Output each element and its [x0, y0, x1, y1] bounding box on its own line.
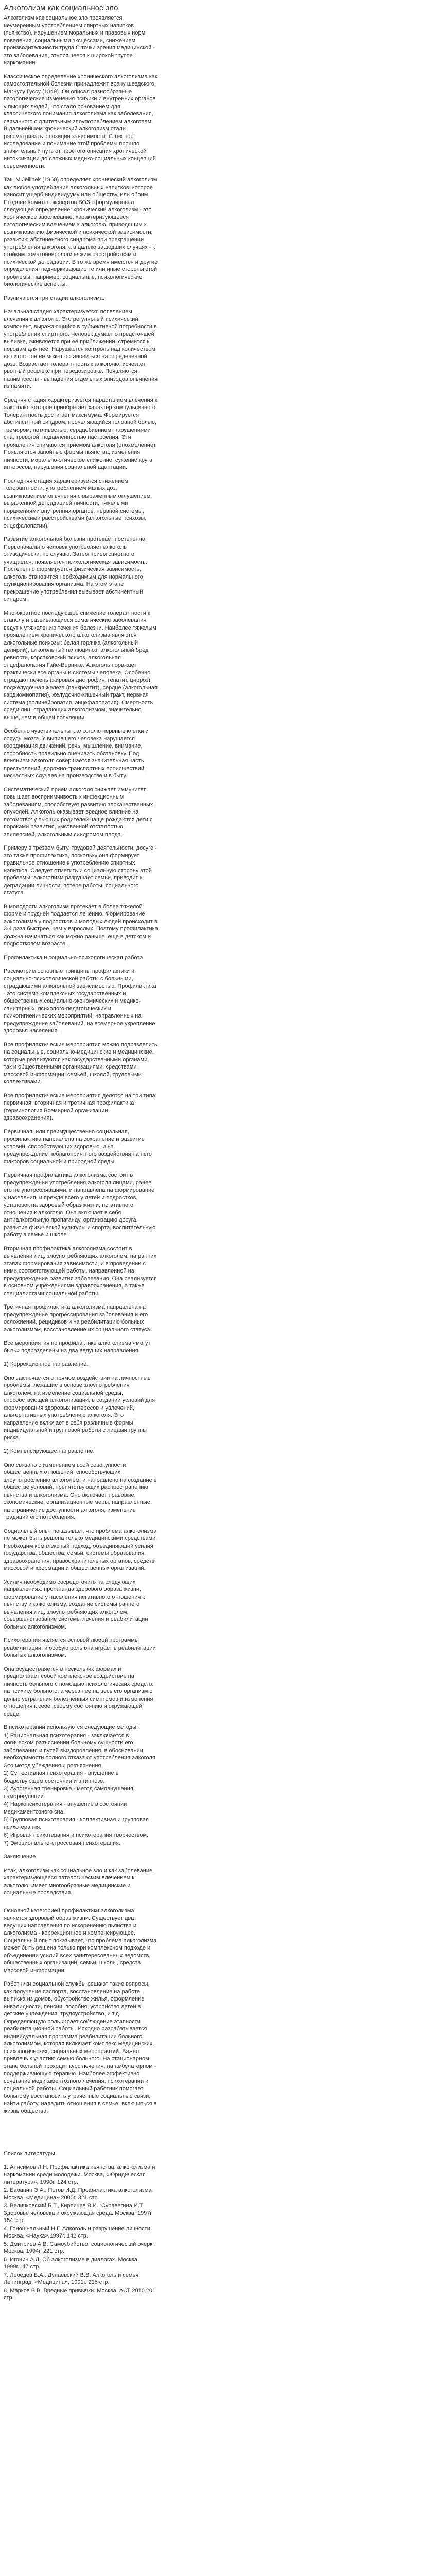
- paragraph: Все мероприятия по профилактике алкоголизма «могут быть» подразделены на два ведущих направления.: [4, 1340, 151, 1354]
- section-heading: Заключение: [4, 1854, 36, 1860]
- paragraph: Последняя стадия характеризуется снижением толерантности, употреблением малых доз, возникновением опьянения с выраженным оглушением, выраженной деградацией личности, тяжелыми поражениями внутренних органов, нервной системы, психическими расстройствами (алкогольные психозы, энцефалопатии).: [4, 478, 152, 529]
- paragraph: Основной категорией профилактики алкоголизма является здоровый образ жизни. Существует два ведущих направления по искоренению пьянства и алкоголизма - коррекционное и компенсирующее. Социальный опыт показывает, что проблема алкоголизма может быть решена только при комплексном подходе и объединении усилий всех заинтересованных ведомств, общественных организаций, семьи, школы, средств массовой информации.: [4, 1907, 157, 1974]
- paragraph: Алкоголизм как социальное зло проявляется неумеренным употреблением спиртных напитков (пьянство), нарушением моральных и правовых норм поведения, социальными эксцессами, снижением производительности труда.С точки зрения медицинской - это заболевание, относящееся к широкой группе наркомании.: [4, 15, 155, 66]
- section-heading: Профилактика и социально-психологическая работа.: [4, 954, 145, 961]
- paragraph: Классическое определение хронического алкоголизма как самостоятельной болезни принадлежит врачу шведского Магнусу Гуссу (1849). Он описал разнообразные патологические изменения психики и внутренних органов у пьющих людей, что стало основанием для классического понимания алкоголизма как заболевания, связанного с длительным злоупотреблением алкоголем. В дальнейшем хронический алкоголизм стали рассматривать с позиции зависимости. С тех пор исследование и понимание этой проблемы прошло значительный путь от простого описания хронической интоксикации до сложных медико-социальных концепций современности.: [4, 73, 158, 170]
- paragraph: Оно заключается в прямом воздействии на личностные проблемы, лежащие в основе злоупотребления алкоголем, на изменение социальной среды, способствующей алкоголизации, в создании условий для формирования здоровых интересов и увлечений, альтернативных употреблению алкоголя. Это направление включает в себя различные формы индивидуальной и групповой работы с лицами группы риска.: [4, 1375, 155, 1441]
- paragraph: В молодости алкоголизм протекает в более тяжелой форме и трудней поддается лечению. Формирование алкоголизма у подростков и молодых людей происходит в 3-4 раза быстрее, чем у взрослых. Поэтому профилактика должна начинаться как можно раньше, еще в детском и подростковом возрасте.: [4, 903, 158, 947]
- paragraph: Итак, алкоголизм как социальное зло и как заболевание, характеризующееся патологическим влечением к алкоголю, имеет многообразные медицинские и социальные последствия.: [4, 1867, 154, 1896]
- paragraph: Первичная профилактика алкоголизма состоит в предупреждении употребления алкоголя лицами, ранее его не употреблявшими, и направлена на формирование у населения, и прежде всего у детей и подростков, установок на здоровый образ жизни, негативного отношения к алкоголю. Она включает в себя антиалкогольную пропаганду, организацию досуга, развитие физической культуры и спорта, воспитательную работу в семье и школе.: [4, 1172, 156, 1238]
- paragraph: Первичная, или преимущественно социальная, профилактика направлена на сохранение и развитие условий, способствующих здоровью, и на предупреждение неблагоприятного воздействия на него факторов социальной и природной среды.: [4, 1128, 152, 1165]
- list-item: 7) Эмоционально-стрессовая психотерапия.: [4, 1840, 121, 1846]
- references-heading: Список литературы: [4, 2150, 55, 2157]
- reference-item: 4. Гоношнальный Н.Г. Алкоголь и разрушение личности. Москва, «Наука»,1997г. 142 стр.: [4, 2225, 152, 2239]
- list-item: 1) Рациональная психотерапия - заключается в логическом разъяснении больному сущности его заболевания и путей выздоровления, в обосновании необходимости полного отказа от употребления алкоголя. Это метод убеждения и разъяснения.: [4, 1732, 157, 1769]
- paragraph: Работники социальной службы решают такие вопросы, как получение паспорта, восстановление на работе, выписка из домов, обустройство жилья, оформление инвалидности, пенсии, пособия, устройство детей в детские учреждения, трудоустройство, и т.д. Определяющую роль играет соблюдение этапности реабилитационной работы. Исходно разрабатывается индивидуальная программа реабилитации больного алкоголизмом, которая включает комплекс медицинских, психологических, социальных мероприятий. Важно привлечь к участию семью больного. На стационарном этапе больной проходит курс лечения, на амбулаторном - поддерживающую терапию. Наиболее эффективно сочетание медикаментозного лечения, психотерапии и социальной работы. Социальный работник помогает больному восстановить утраченные социальные связи, найти работу, наладить отношения в семье, включиться в жизнь общества.: [4, 1981, 157, 2114]
- list-item: 5) Групповая психотерапия - коллективная и групповая психотерапия.: [4, 1817, 149, 1831]
- paragraph: Средняя стадия характеризуется нарастанием влечения к алкоголю, которое приобретает характер компульсивного. Толерантность достигает максимума. Формируется абстинентный синдром, проявляющийся головной болью, тремором, потливостью, сердцебиением, нарушениями сна, тревогой, подавленностью настроения. Эти проявления снимаются приемом алкоголя (опохмеление). Появляются запойные формы пьянства, изменения личности, морально-этическое снижение, сужение круга интересов, нарушения социальной адаптации.: [4, 397, 158, 470]
- list-item: 2) Суггестивная психотерапия - внушение в бодрствующем состоянии и в гипнозе.: [4, 1770, 119, 1784]
- paragraph: Она осуществляется в нескольких формах и предполагает собой комплексное воздействие на личность больного с помощью психологических средств: на психику больного, а через нее на весь его организм с целью устранения болезненных симптомов и изменения отношения к себе, своему состоянию и окружающей среде.: [4, 1666, 154, 1717]
- list-item: 1) Коррекционное направление.: [4, 1361, 89, 1367]
- reference-item: 7. Лебедев Б.А., Дунаевский В.В. Алкоголь и семья. Ленинград, «Медицина», 1991г. 215 стр.: [4, 2272, 141, 2285]
- list-item: 6) Игровая психотерапия и психотерапия творчеством.: [4, 1832, 149, 1838]
- paragraph: Начальная стадия характеризуется: появлением влечения к алкоголю. Это регулярный психический компонент, выражающийся в субъективной потребности в употреблении спиртного. Человек думает о предстоящей выпивке, оживляется при её приближении, стремится к поводам для неё. Нарушается контроль над количеством выпитого: он не может остановиться на определенной дозе. Возрастает толерантность к алкоголю, исчезает рвотный рефлекс при передозировке. Появляются палимпсесты - выпадения отдельных эпизодов опьянения из памяти.: [4, 309, 158, 389]
- list-item: 4) Наркопсихотерапия - внушение в состоянии медикаментозного сна.: [4, 1801, 127, 1815]
- list-item: 3) Аутогенная тренировка - метод самовнушения, саморегуляции.: [4, 1786, 135, 1800]
- paragraph: Социальный опыт показывает, что проблема алкоголизма не может быть решена только медицинскими средствами. Необходим комплексный подход, объединяющий усилия государства, общества, семьи, системы образования, здравоохранения, правоохранительных органов, средств массовой информации и общественных организаций.: [4, 1528, 158, 1571]
- paragraph: Развитие алкогольной болезни протекает постепенно. Первоначально человек употребляет алкоголь эпизодически, по случаю. Затем прием спиртного учащается, появляется психологическая зависимость. Постепенно формируется физическая зависимость, алкоголь становится необходимым для нормального функционирования организма. На этом этапе прекращение употребления вызывает абстинентный синдром.: [4, 536, 147, 602]
- reference-item: 3. Величковский Б.Т., Кирпичев В.И., Суравегина И.Т. Здоровье человека и окружающая среда. Москва, 1997г. 154 стр.: [4, 2202, 153, 2224]
- paragraph: Так, М.Jellinek (1960) определяет хронический алкоголизм как любое употребление алкогольных напитков, которое наносит ущерб индивидууму или обществу, или обоим. Позднее Комитет экспертов ВОЗ сформулировал следующее определение: хронический алкоголизм - это хроническое заболевание, характеризующееся патологическим влечением к алкоголю, приводящим к возникновению физической и психической зависимости, развитию абстинентного синдрома при прекращении употребления алкоголя, а в далеко зашедших случаях - к стойким соматоневрологическим расстройствам и психической деградации. В то же время имеются и другие определения, подчеркивающие те или иные стороны этой проблемы, например, социальные, психологические, биологические аспекты.: [4, 177, 158, 287]
- reference-item: 2. Бабанин Э.А., Петов И.Д. Профилактика алкоголизма. Москва, «Медицина»,2000г. 321 стр.: [4, 2187, 153, 2201]
- paragraph: Рассмотрим основные принципы профилактики и социально-психологической работы с больными, страдающими алкогольной зависимостью. Профилактика - это система комплексных государственных и общественных социально-экономических и медико-санитарных, психолого-педагогических и психогигиенических мероприятий, направленных на предупреждение заболеваний, на всемерное укрепление здоровья населения.: [4, 968, 156, 1034]
- article-body: [4, 14, 158, 2302]
- paragraph: Психотерапия является основой любой программы реабилитации, и особую роль она играет в реабилитации больных алкоголизмом.: [4, 1637, 156, 1658]
- spacer: [4, 2121, 158, 2150]
- paragraph: Все профилактические мероприятия можно подразделить на социальные, социально-медицинские и медицинские, которые реализуются как государственными органами, так и общественными организациями, средствами массовой информации, семьей, школой, трудовыми коллективами.: [4, 1041, 158, 1085]
- paragraph: Оно связано с изменением всей совокупности общественных отношений, способствующих злоупотреблению алкоголем, и направлено на создание в обществе условий, препятствующих распространению пьянства и алкоголизма. Оно включает правовые, экономические, организационные меры, направленные на ограничение доступности алкоголя, изменение традиций его потребления.: [4, 1462, 157, 1520]
- paragraph: Примеру в трезвом быту, трудовой деятельности, досуге - это также профилактика, поскольку она формирует правильное отношение к употреблению спиртных напитков. Следует отметить и социальную сторону этой проблемы: алкоголизм разрушает семьи, приводит к деградации личности, потере работы, социального статуса.: [4, 845, 157, 896]
- paragraph: Многократное последующее снижение толерантности к этанолу и развивающиеся соматические заболевания ведут к утяжелению течения болезни. Наиболее тяжелым проявлением хронического алкоголизма являются алкогольные психозы: белая горячка (алкогольный делирий), алкогольный галлюциноз, алкогольный бред ревности, корсаковский психоз, алкогольная энцефалопатия Гайе-Вернике. Алкоголь поражает практически все органы и системы человека. Особенно страдают печень (жировая дистрофия, гепатит, цирроз), поджелудочная железа (панкреатит), сердце (алкогольная кардиомиопатия), желудочно-кишечный тракт, нервная система (полинейропатия, энцефалопатия). Смертность среди лиц, страдающих алкоголизмом, значительно выше, чем в общей популяции.: [4, 609, 158, 721]
- paragraph: В психотерапии используются следующие методы:: [4, 1724, 138, 1731]
- spacer: [4, 1903, 158, 1907]
- paragraph: Систематический прием алкоголя снижает иммунитет, повышает восприимчивость к инфекционным заболеваниям, способствует развитию злокачественных опухолей. Алкоголь оказывает вредное влияние на потомство: у пьющих родителей чаще рождаются дети с пороками развития, умственной отсталостью, эпилепсией, алкогольным синдромом плода.: [4, 786, 153, 838]
- paragraph: Третичная профилактика алкоголизма направлена на предупреждение прогрессирования заболевания и его осложнений, рецидивов и на реабилитацию больных алкоголизмом, восстановление их социального статуса.: [4, 1304, 152, 1333]
- reference-item: 6. Игонин А.Л. Об алкоголизме в диалогах. Москва, 1999г.147 стр.: [4, 2256, 139, 2270]
- reference-item: 1. Анисимов Л.Н. Профилактика пьянства, алкоголизма и наркомании среди молодежи. Москва, «Юридическая литература», 1990г. 124 стр.: [4, 2164, 155, 2185]
- paragraph: Различаются три стадии алкоголизма.: [4, 295, 104, 301]
- paragraph: Усилия необходимо сосредоточить на следующих направлениях: пропаганда здорового образа жизни, формирование у населения негативного отношения к пьянству и алкоголизму, создание системы раннего выявления лиц, злоупотребляющих алкоголем, совершенствование системы лечения и реабилитации больных алкоголизмом.: [4, 1579, 148, 1630]
- references-list: [4, 2164, 158, 2302]
- reference-item: 8. Марков В.В. Вредные привычки. Москва, АСТ 2010.201 стр.: [4, 2287, 156, 2301]
- paragraph: Вторичная профилактика алкоголизма состоит в выявлении лиц, злоупотребляющих алкоголем, на ранних этапах формирования зависимости, и в проведении с ними соответствующей работы, направленной на предупреждение развития заболевания. Она реализуется в основном учреждениями здравоохранения, а также специалистами социальной работы.: [4, 1245, 157, 1297]
- list-item: 2) Компенсирующее направление.: [4, 1448, 95, 1454]
- reference-item: 5. Дмитриев А.В. Самоубийство: социологический очерк. Москва, 1994г. 221 стр.: [4, 2241, 154, 2255]
- paragraph: Особенно чувствительны к алкоголю нервные клетки и сосуды мозга. У выпившего человека нарушается координация движений, речь, мышление, внимание, способность правильно оценивать обстановку. Под влиянием алкоголя совершается значительная часть преступлений, дорожно-транспортных происшествий, несчастных случаев на производстве и в быту.: [4, 728, 149, 779]
- article-title: Алкоголизм как социальное зло: [4, 4, 118, 12]
- paragraph: Все профилактические мероприятия делятся на три типа: первичная, вторичная и третичная профилактика (терминология Всемирной организации здравоохранения).: [4, 1092, 157, 1121]
